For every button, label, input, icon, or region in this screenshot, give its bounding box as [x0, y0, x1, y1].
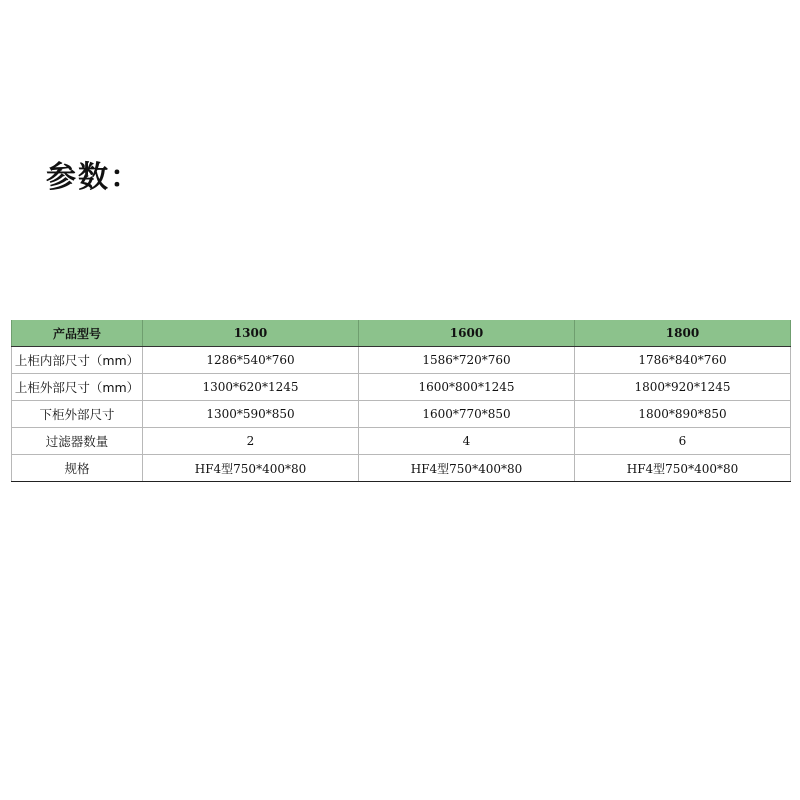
page-title: 参数： — [46, 160, 142, 195]
table-cell: 1300*620*1245 — [143, 374, 359, 401]
spec-table — [11, 320, 791, 482]
table-cell: 1600*800*1245 — [359, 374, 575, 401]
row-label: 上柜内部尺寸（mm） — [12, 347, 143, 374]
table-cell: 4 — [359, 428, 575, 455]
header-cell-1300: 1300 — [143, 320, 359, 347]
table-cell: 1786*840*760 — [575, 347, 791, 374]
table-cell: HF4型750*400*80 — [575, 455, 791, 482]
header-cell-1800: 1800 — [575, 320, 791, 347]
table-row — [12, 455, 791, 482]
table-cell: 1800*920*1245 — [575, 374, 791, 401]
header-cell-model: 产品型号 — [12, 320, 143, 347]
table-cell: 1300*590*850 — [143, 401, 359, 428]
table-row — [12, 347, 791, 374]
table-cell: 1286*540*760 — [143, 347, 359, 374]
row-label: 上柜外部尺寸（mm） — [12, 374, 143, 401]
row-label: 下柜外部尺寸 — [12, 401, 143, 428]
row-label: 规格 — [12, 455, 143, 482]
table-cell: 2 — [143, 428, 359, 455]
row-label: 过滤器数量 — [12, 428, 143, 455]
table-header-row — [12, 320, 791, 347]
table-row — [12, 374, 791, 401]
table-row — [12, 428, 791, 455]
table-cell: HF4型750*400*80 — [359, 455, 575, 482]
table-cell: 1800*890*850 — [575, 401, 791, 428]
table-row — [12, 401, 791, 428]
table-cell: HF4型750*400*80 — [143, 455, 359, 482]
table-cell: 6 — [575, 428, 791, 455]
table-cell: 1600*770*850 — [359, 401, 575, 428]
header-cell-1600: 1600 — [359, 320, 575, 347]
table-cell: 1586*720*760 — [359, 347, 575, 374]
